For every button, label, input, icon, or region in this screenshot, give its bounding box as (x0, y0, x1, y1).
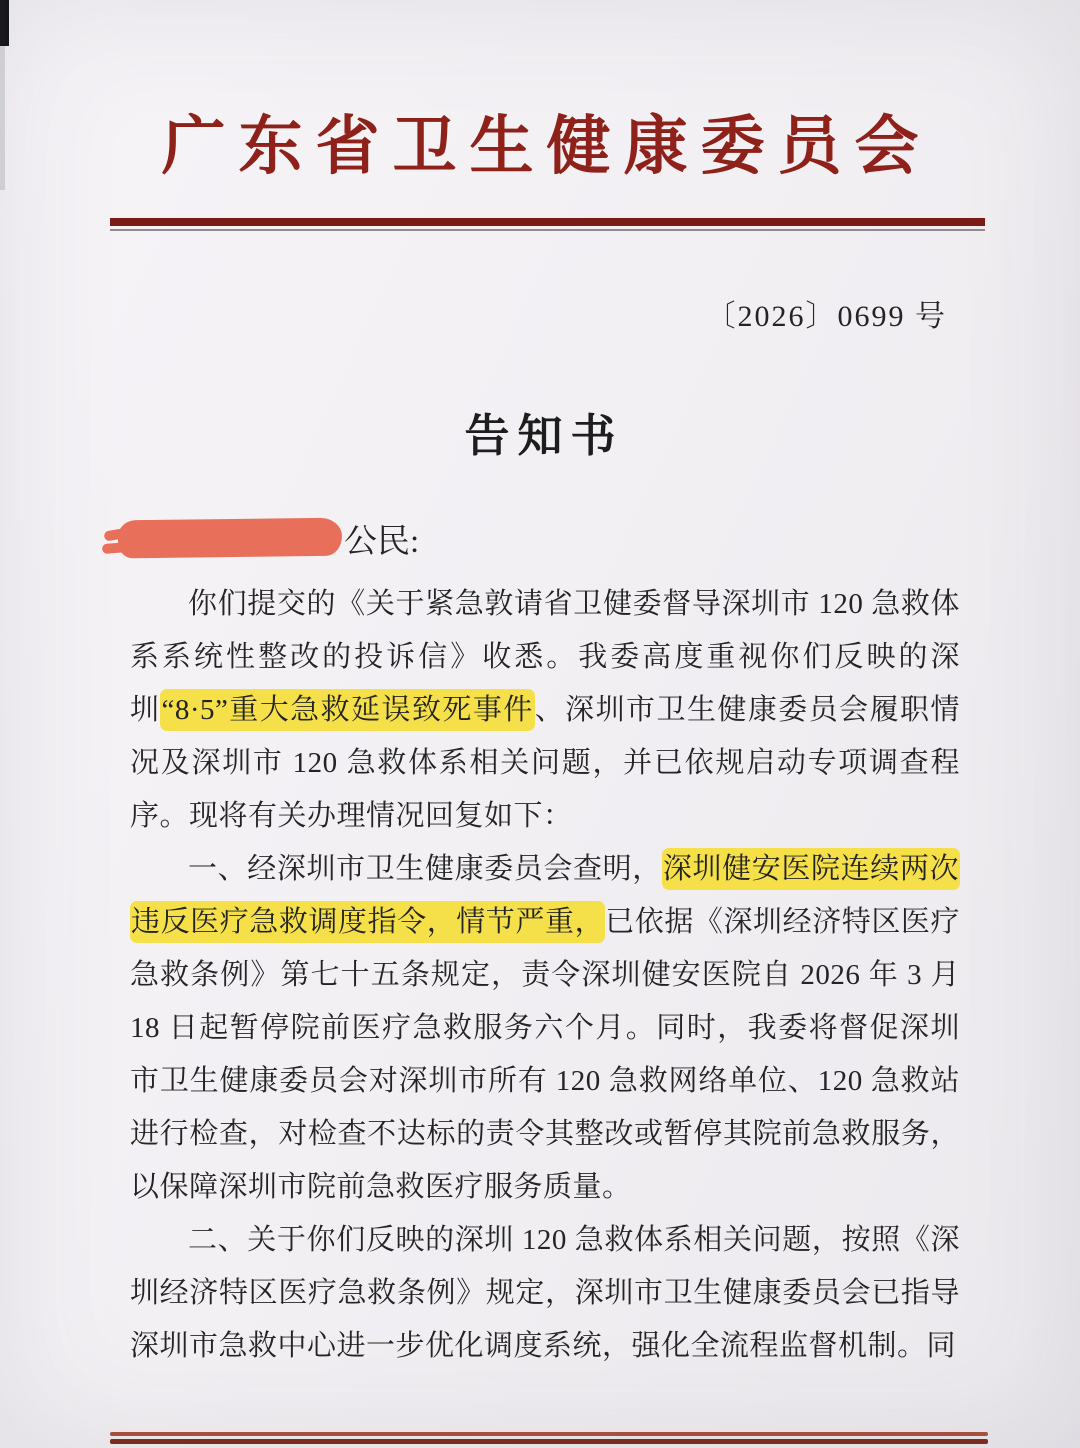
header-divider (110, 218, 985, 231)
salutation-line (118, 514, 1080, 562)
org-name: 广东省卫生健康委员会 (161, 111, 932, 182)
body-text: 、深圳市卫生健康委员会履职情况及深圳市 120 急救体系相关问题，并已依规启动专项调查程序。现将有关办理情况回复如下： (130, 694, 960, 833)
highlighted-text: “8·5”重大急救延误致死事件 (160, 689, 534, 731)
body-text: 二、关于你们反映的深圳 120 急救体系相关问题，按照《深圳经济特区医疗急救条例》规定，深圳市卫生健康委员会已指导深圳市急救中心进一步优化调度系统，强化全流程监督机制。同 (130, 1224, 960, 1363)
body-text: 一、经深圳市卫生健康委员会查明， (188, 853, 662, 886)
body-text: 已依据《深圳经济特区医疗急救条例》第七十五条规定，责令深圳健安医院自 2026 年 3 月 18 日起暂停院前医疗急救服务六个月。同时，我委将督促深圳市卫生健康委员会对深圳市所有 120 急救网络单位、120 急救站进行检查，对检查不达标的责令其整改或暂停其院前急救服务，以保障深圳市院前急救医疗服务质量。 (130, 906, 960, 1204)
paragraph (130, 843, 960, 1214)
document-body (0, 399, 1080, 1373)
doc-number: 〔2026〕0699 号 (705, 300, 947, 334)
header-divider-thick-line (110, 218, 985, 226)
paper-edge-shadow (0, 0, 5, 190)
highlighted-text: 深圳健安医院连续两次违反医疗急救调度指令，情节严重， (130, 848, 960, 943)
body-text: 你们提交的《关于紧急敦请省卫健委督导深圳市 120 急救体系系统性整改的投诉信》收悉。我委高度重视你们反映的深圳 (130, 588, 960, 727)
redaction-mark (118, 518, 342, 559)
bottom-edge-rule (110, 1432, 988, 1444)
body-paragraphs (130, 578, 960, 1373)
doc-title: 告知书 (464, 411, 624, 462)
paragraph (130, 578, 960, 843)
paragraph (130, 1214, 960, 1373)
salutation-suffix: 公民: (344, 523, 420, 560)
bottom-rule-dark-line (110, 1439, 988, 1444)
header-divider-thin-line (110, 229, 985, 231)
bottom-rule-light-line (110, 1432, 988, 1436)
letterhead (0, 0, 1080, 335)
